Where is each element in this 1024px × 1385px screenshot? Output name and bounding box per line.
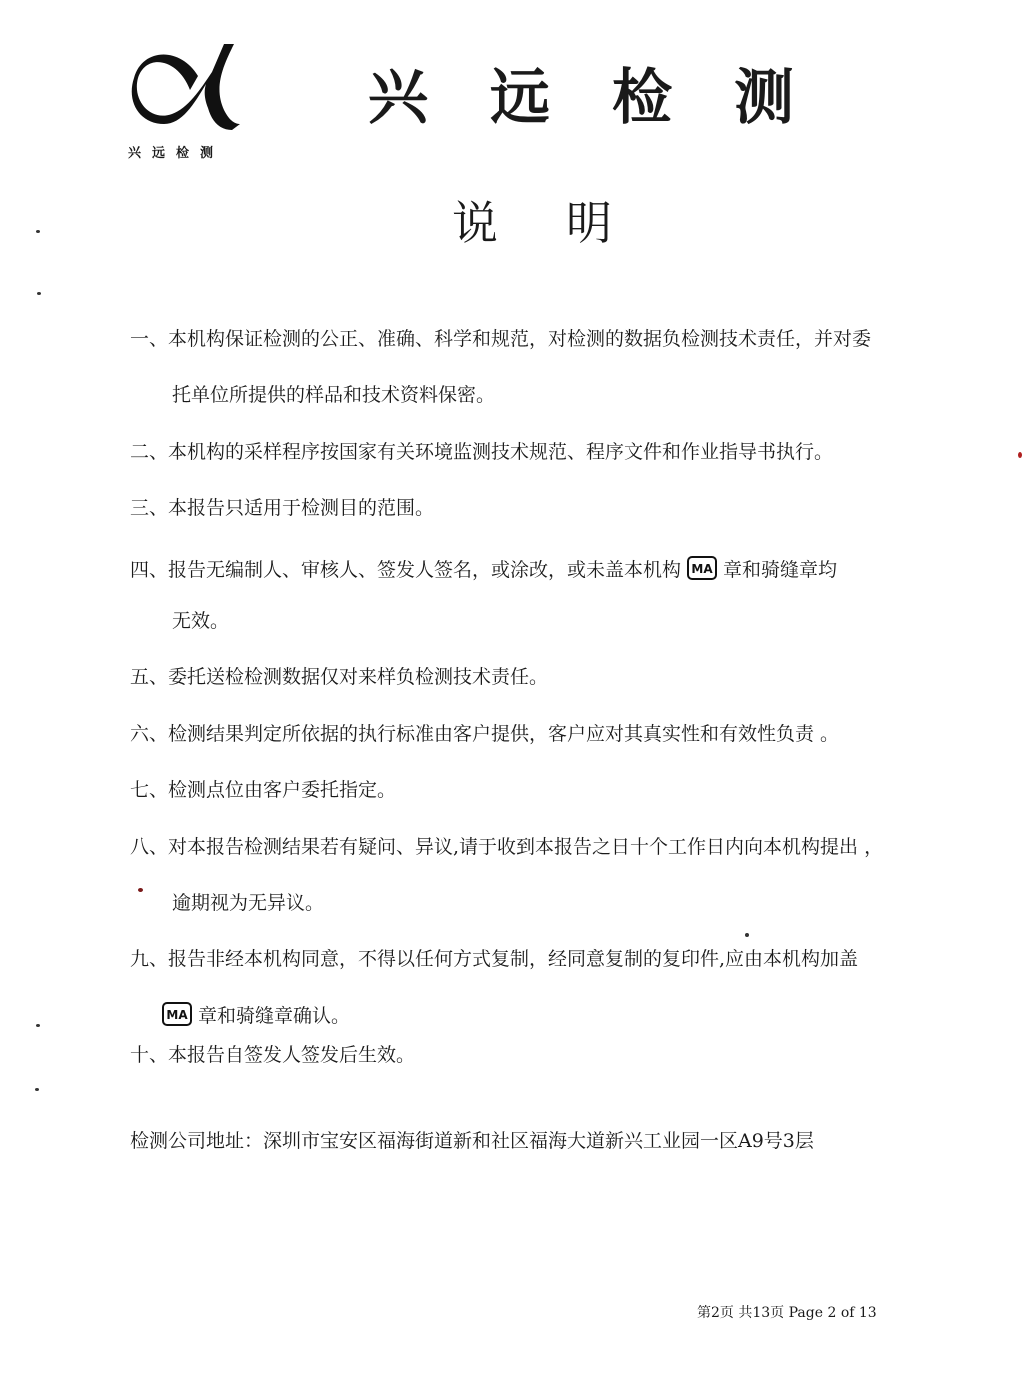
scan-speck (138, 888, 143, 892)
scan-speck (36, 230, 40, 233)
item-text: 无效。 (172, 610, 230, 632)
list-item-continuation (162, 1002, 350, 1026)
scan-speck (745, 933, 749, 937)
item-text: 本报告自签发人签发后生效。 (168, 1044, 416, 1066)
list-item (130, 668, 548, 687)
item-text: 检测点位由客户委托指定。 (168, 779, 397, 801)
item-text-after: 章和骑缝章均 (723, 559, 838, 581)
cma-seal-text: MA (166, 1008, 188, 1022)
item-text-after: 章和骑缝章确认。 (198, 1005, 351, 1027)
list-item (130, 950, 858, 969)
company-address: 检测公司地址：深圳市宝安区福海街道新和社区福海大道新兴工业园一区A9号3层 (130, 1130, 814, 1152)
list-item-continuation (172, 386, 495, 405)
page-number: 第2页 共13页 Page 2 of 13 (697, 1305, 877, 1321)
item-label: 十、 (130, 1044, 169, 1066)
list-item (130, 443, 833, 462)
item-label: 一、 (130, 328, 169, 350)
item-text: 检测结果判定所依据的执行标准由客户提供，客户应对其真实性和有效性负责 。 (168, 723, 840, 745)
item-text: 托单位所提供的样品和技术资料保密。 (172, 384, 496, 406)
item-text: 委托送检检测数据仅对来样负检测技术责任。 (168, 666, 549, 688)
cma-seal-icon (162, 1002, 192, 1026)
item-label: 七、 (130, 779, 169, 801)
scan-speck (36, 1024, 40, 1027)
item-text: 报告非经本机构同意，不得以任何方式复制，经同意复制的复印件,应由本机构加盖 (168, 948, 859, 970)
item-label: 二、 (130, 441, 169, 463)
item-label: 九、 (130, 948, 169, 970)
item-text: 报告无编制人、审核人、签发人签名，或涂改，或未盖本机构 (168, 559, 682, 581)
item-label: 四、 (130, 559, 169, 581)
cma-seal-icon (687, 556, 717, 580)
item-label: 八、 (130, 836, 169, 858)
item-label: 三、 (130, 497, 169, 519)
item-label: 六、 (130, 723, 169, 745)
list-item (130, 330, 871, 349)
list-item-continuation (172, 612, 229, 631)
item-text: 本机构的采样程序按国家有关环境监测技术规范、程序文件和作业指导书执行。 (168, 441, 834, 463)
list-item (130, 838, 883, 857)
item-text: 逾期视为无异议。 (172, 892, 325, 914)
company-name: 兴远检测 (368, 63, 856, 133)
item-text: 本机构保证检测的公正、准确、科学和规范，对检测的数据负检测技术责任，并对委 (168, 328, 872, 350)
cma-seal-text: MA (691, 562, 713, 576)
list-item (130, 725, 839, 744)
list-item (130, 499, 434, 518)
page-title: 说明 (452, 196, 680, 250)
list-item (130, 781, 396, 800)
logo-icon (128, 38, 248, 138)
scan-speck (1018, 452, 1022, 458)
logo-caption: 兴远检测 (128, 146, 225, 161)
item-text: 本报告只适用于检测目的范围。 (168, 497, 435, 519)
scan-speck (37, 292, 41, 295)
item-text: 对本报告检测结果若有疑问、异议,请于收到本报告之日十个工作日内向本机构提出 ， (168, 836, 884, 858)
list-item (130, 556, 837, 580)
list-item (130, 1046, 415, 1065)
item-label: 五、 (130, 666, 169, 688)
list-item-continuation (172, 894, 324, 913)
company-logo (128, 38, 248, 168)
scan-speck (35, 1088, 39, 1091)
